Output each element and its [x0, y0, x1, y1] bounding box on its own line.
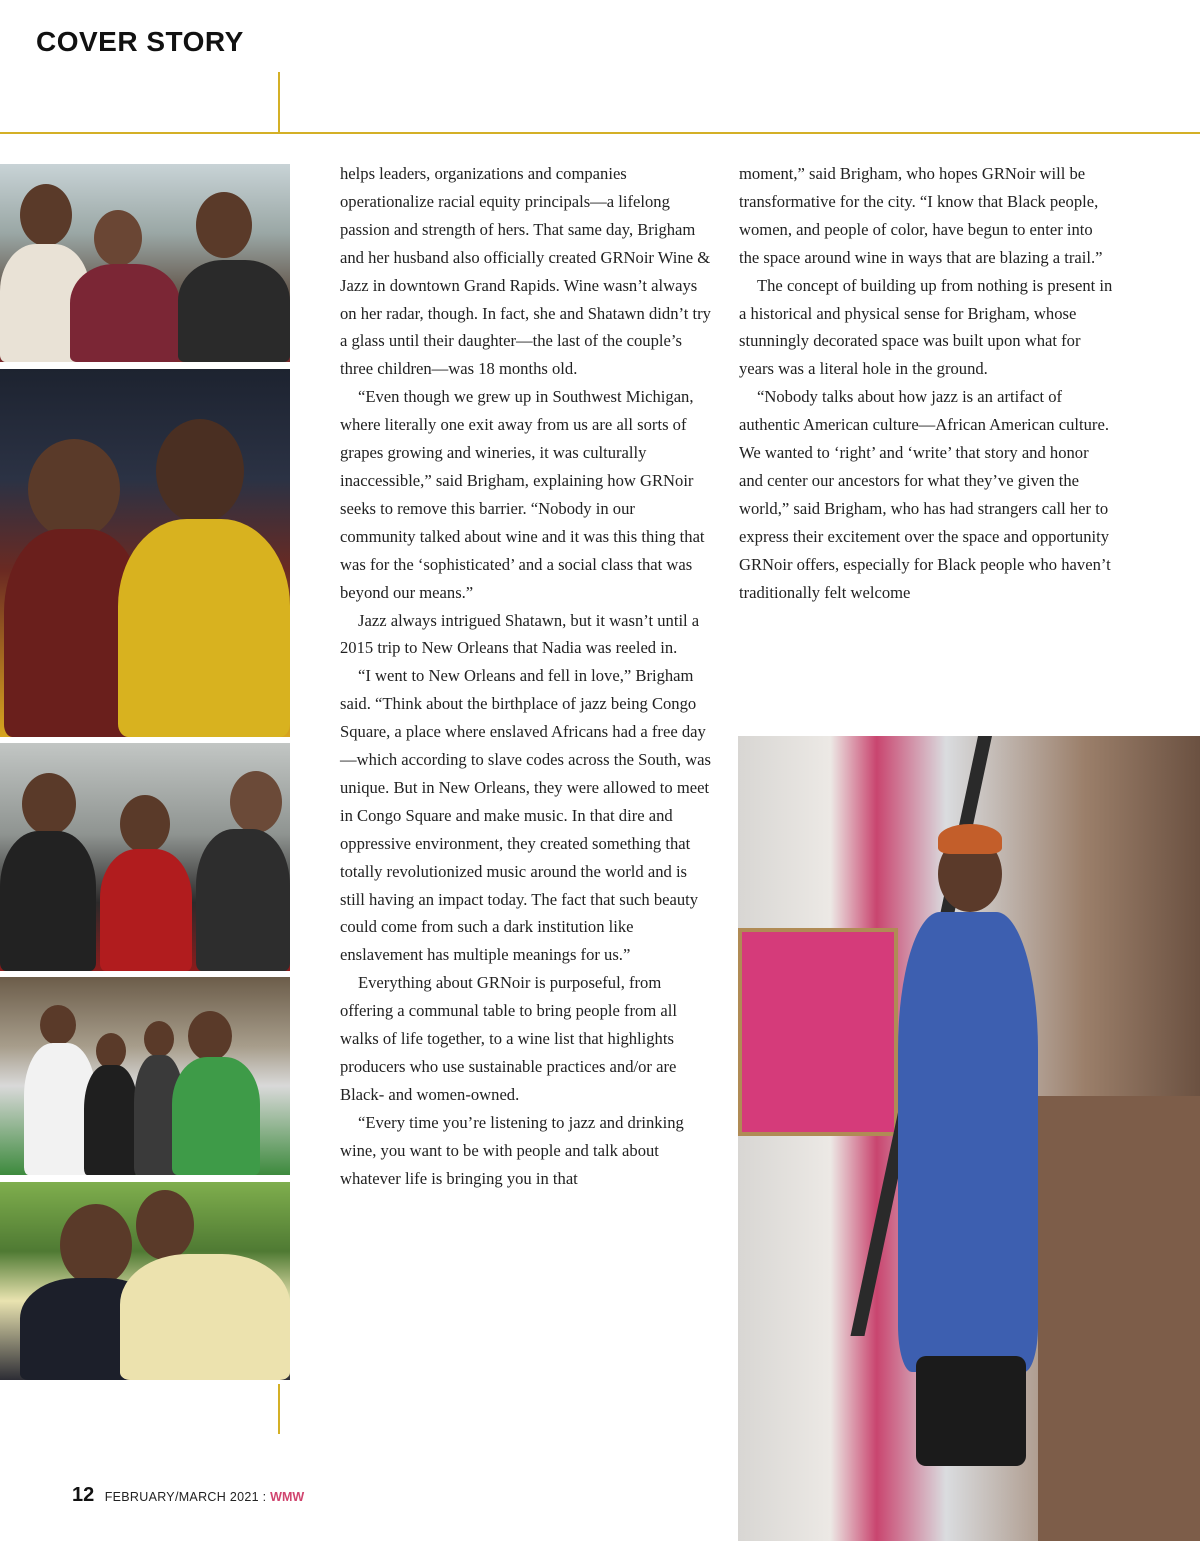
paragraph: The concept of building up from nothing is present in a historical and physical sense for Brigham, whose stunningly decorated space was built upon what for years was a literal hole in the ground.: [739, 275, 1113, 379]
bar-cabinet: [1038, 1096, 1200, 1541]
paragraph: “Every time you’re listening to jazz and drinking wine, you want to be with people and talk about whatever life is bringing you in that: [340, 1112, 684, 1188]
photo-woman-in-wine-bar: [738, 736, 1200, 1541]
publication-name: WMW: [270, 1490, 305, 1504]
photo-couple-on-lawn: [0, 1182, 290, 1380]
framed-jazz-poster: [738, 928, 898, 1136]
photo-three-people-indoors: [0, 743, 290, 971]
article-column-1: [340, 160, 712, 1193]
paragraph: helps leaders, organizations and companies operationalize racial equity principals—a lifelong passion and strength of hers. That same day, Brigham and her husband also officially created GRNoir Wine & Jazz in downtown Grand Rapids. Wine wasn’t always on her radar, though. In fact, she and Shatawn didn’t try a glass until their daughter—the last of the couple’s three children—was 18 months old.: [340, 164, 711, 379]
article-column-2: [739, 160, 1115, 607]
folio-separator: :: [258, 1490, 271, 1504]
photo-group-outdoors: [0, 977, 290, 1175]
page-folio: [72, 1484, 304, 1507]
vertical-rule-bottom: [278, 1384, 280, 1434]
top-rule: [0, 132, 1200, 134]
paragraph: “I went to New Orleans and fell in love,” Brigham said. “Think about the birthplace of jazz being Congo Square, a place where enslaved Africans had a free day—which according to slave codes across the South, was unique. But in New Orleans, they were allowed to meet in Congo Square and make music. In that dire and oppressive environment, they created something that totally revolutionized music around the world and is still having an impact today. The fact that such beauty could come from such a dark institution like enslavement has multiple meanings for us.”: [340, 666, 711, 965]
paragraph: Jazz always intrigued Shatawn, but it wasn’t until a 2015 trip to New Orleans that Nadia was reeled in.: [340, 610, 700, 658]
paragraph: moment,” said Brigham, who hopes GRNoir will be transformative for the city. “I know that Black people, women, and people of color, have begun to enter into the space around wine in ways that are blazing a trail.”: [739, 164, 1103, 267]
photo-family-holiday: [0, 164, 290, 362]
paragraph: Everything about GRNoir is purposeful, from offering a communal table to bring people from all walks of life together, to a wine list that highlights producers who use sustainable practices and/or are Black- and women-owned.: [340, 973, 677, 1104]
paragraph: “Nobody talks about how jazz is an artifact of authentic American culture—African American culture. We wanted to ‘right’ and ‘write’ that story and honor and center our ancestors for what they’ve given the world,” said Brigham, who has had strangers call her to express their excitement over the space and opportunity GRNoir offers, especially for Black people who haven’t traditionally felt welcome: [739, 387, 1111, 602]
issue-date: FEBRUARY/MARCH 2021: [104, 1490, 259, 1504]
page-number: 12: [72, 1484, 95, 1506]
paragraph: “Even though we grew up in Southwest Michigan, where literally one exit away from us are all sorts of grapes growing and wineries, it was culturally inaccessible,” said Brigham, explaining how GRNoir seeks to remove this barrier. “Nobody in our community talked about wine and it was this thing that was for the ‘sophisticated’ and a social class that was beyond our means.”: [340, 387, 705, 602]
section-label: COVER STORY: [36, 26, 244, 57]
photo-two-women-city: [0, 369, 290, 737]
vertical-rule-top: [278, 72, 280, 134]
